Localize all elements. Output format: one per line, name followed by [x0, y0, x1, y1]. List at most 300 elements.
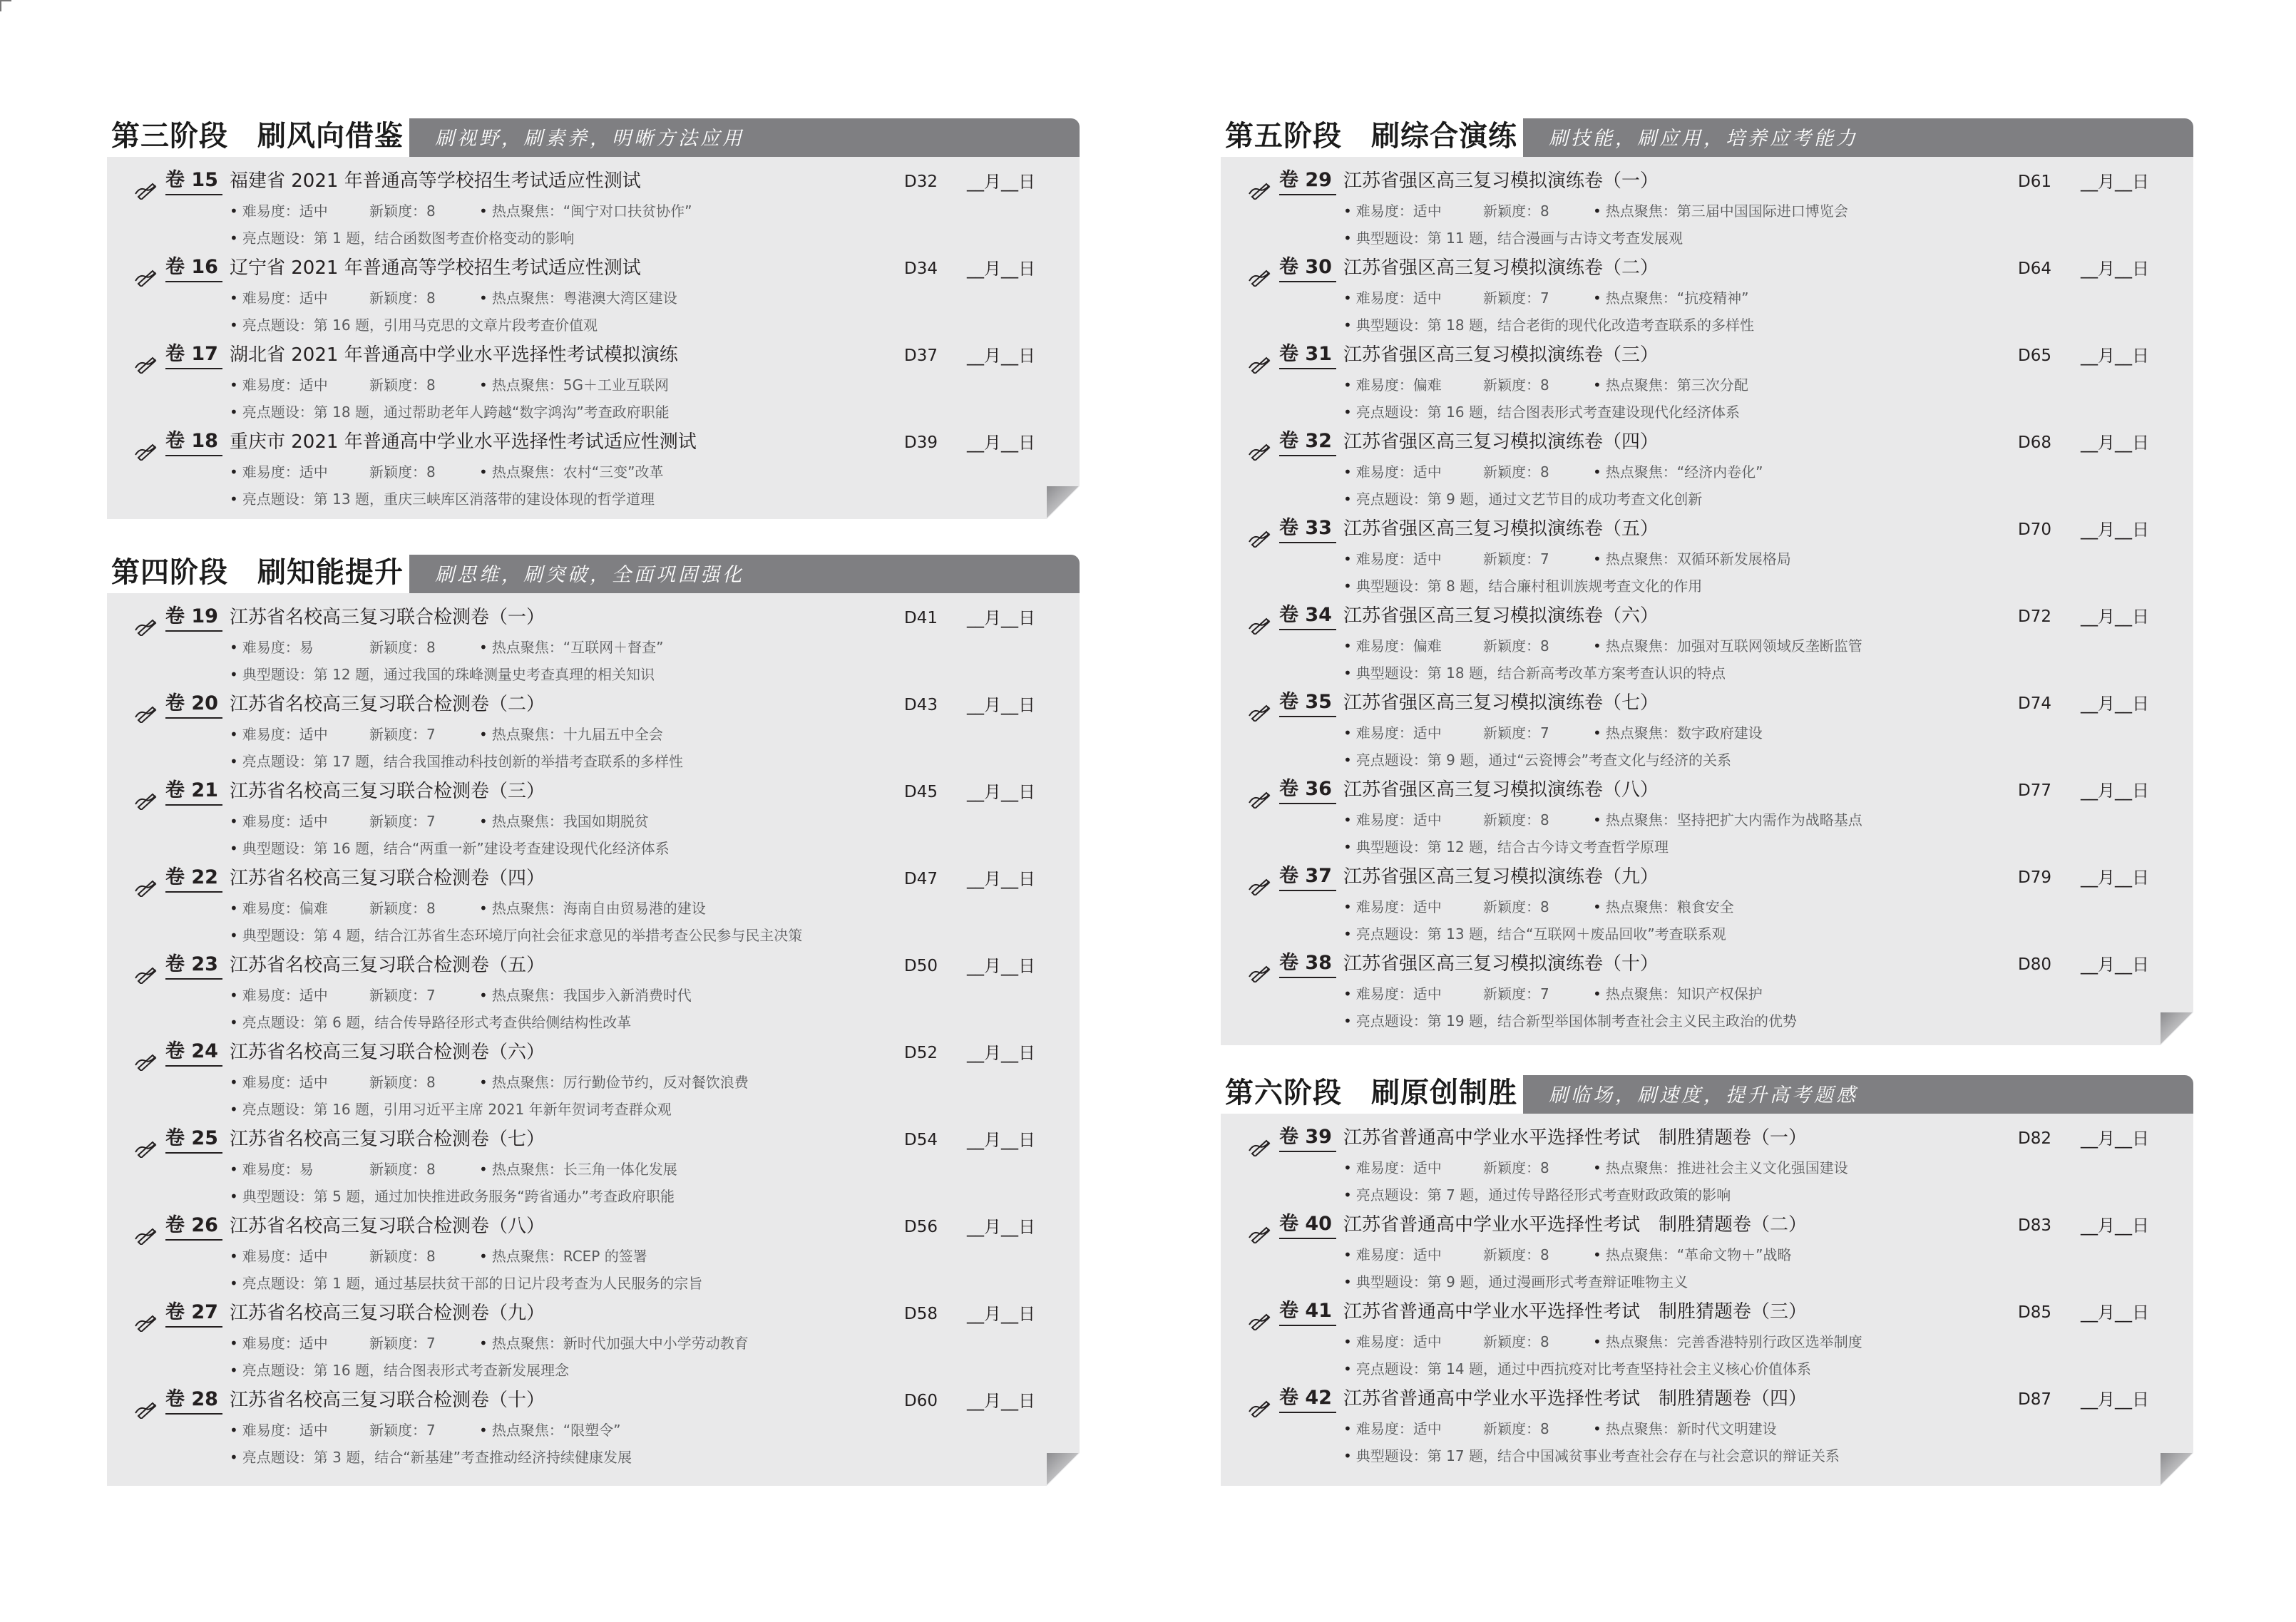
volume-number: 卷 21	[165, 779, 218, 801]
highlight-question: • 亮点题设：第 19 题，结合新型举国体制考查社会主义民主政治的优势	[1343, 1011, 1797, 1031]
date-blank: __月__日	[967, 695, 1035, 715]
difficulty: • 难易度：适中	[1343, 1158, 1442, 1178]
date-blank: __月__日	[2081, 1129, 2149, 1149]
volume-underline	[1279, 1412, 1336, 1413]
volume-underline	[165, 368, 222, 369]
volume-underline	[165, 1413, 222, 1415]
page-number: D60	[904, 1392, 938, 1410]
exam-title: 江苏省强区高三复习模拟演练卷（一）	[1343, 170, 1659, 192]
pen-icon	[1248, 178, 1272, 200]
pen-icon	[1248, 526, 1272, 548]
hot-topic: • 热点聚焦：“闽宁对口扶贫协作”	[479, 201, 692, 221]
exam-title: 江苏省普通高中学业水平选择性考试 制胜猜题卷（三）	[1343, 1301, 1808, 1323]
volume-underline	[165, 1239, 222, 1241]
novelty: 新颖度：8	[1483, 637, 1549, 655]
stage-4-section	[107, 555, 1080, 1486]
volume-underline	[1279, 1151, 1336, 1152]
date-blank: __月__日	[967, 1130, 1035, 1150]
exam-title: 江苏省强区高三复习模拟演练卷（七）	[1343, 692, 1659, 714]
difficulty: • 难易度：适中	[230, 1246, 328, 1266]
highlight-question: • 典型题设：第 8 题，结合廉村租训族规考查文化的作用	[1343, 576, 1702, 596]
exam-title: 江苏省名校高三复习联合检测卷（二）	[230, 694, 545, 715]
novelty: 新颖度：8	[1483, 463, 1549, 481]
pen-icon	[134, 265, 158, 287]
difficulty: • 难易度：适中	[1343, 1245, 1442, 1265]
novelty: 新颖度：8	[1483, 376, 1549, 394]
date-blank: __月__日	[2081, 172, 2149, 192]
highlight-question: • 亮点题设：第 16 题，引用习近平主席 2021 年新年贺词考查群众观	[230, 1099, 672, 1119]
date-blank: __月__日	[967, 782, 1035, 802]
exam-entry	[107, 866, 1080, 953]
novelty: 新颖度：7	[369, 1422, 436, 1439]
novelty: 新颖度：7	[1483, 724, 1549, 741]
crop-mark	[0, 0, 11, 11]
page-number: D45	[904, 783, 938, 801]
volume-number: 卷 20	[165, 692, 218, 714]
exam-title: 江苏省名校高三复习联合检测卷（六）	[230, 1042, 545, 1063]
page-number: D52	[904, 1044, 938, 1062]
hot-topic: • 热点聚焦：新时代加强大中小学劳动教育	[479, 1333, 749, 1353]
difficulty: • 难易度：适中	[230, 375, 328, 395]
volume-underline	[165, 1152, 222, 1154]
hot-topic: • 热点聚焦：第三届中国国际进口博览会	[1593, 201, 1848, 221]
exam-entry	[107, 168, 1080, 255]
novelty: 新颖度：8	[369, 1248, 436, 1265]
exam-title: 江苏省普通高中学业水平选择性考试 制胜猜题卷（四）	[1343, 1388, 1808, 1410]
section-header	[1221, 118, 2193, 157]
page-number: D87	[2018, 1390, 2051, 1409]
novelty: 新颖度：7	[1483, 289, 1549, 307]
page-curl-shadow	[1047, 1453, 1080, 1486]
exam-entry	[1221, 864, 2193, 951]
date-blank: __月__日	[2081, 433, 2149, 453]
page-number: D39	[904, 433, 938, 452]
difficulty: • 难易度：适中	[1343, 897, 1442, 917]
highlight-question: • 亮点题设：第 16 题，引用马克思的文章片段考查价值观	[230, 315, 598, 335]
difficulty: • 难易度：适中	[1343, 462, 1442, 482]
stage-3-section	[107, 118, 1080, 519]
exam-entry	[1221, 168, 2193, 255]
difficulty: • 难易度：适中	[230, 1333, 328, 1353]
volume-underline	[165, 455, 222, 456]
hot-topic: • 热点聚焦：第三次分配	[1593, 375, 1748, 395]
exam-entry	[1221, 951, 2193, 1038]
hot-topic: • 热点聚焦：“革命文物＋”战略	[1593, 1245, 1792, 1265]
exam-title: 江苏省强区高三复习模拟演练卷（十）	[1343, 953, 1659, 975]
page-number: D54	[904, 1131, 938, 1149]
hot-topic: • 热点聚焦：“经济内卷化”	[1593, 462, 1763, 482]
date-blank: __月__日	[2081, 955, 2149, 975]
section-body	[107, 157, 1080, 519]
page-number: D47	[904, 870, 938, 888]
novelty: 新颖度：8	[369, 1074, 436, 1091]
difficulty: • 难易度：适中	[230, 462, 328, 482]
page-number: D58	[904, 1305, 938, 1323]
novelty: 新颖度：8	[369, 376, 436, 394]
exam-entry	[107, 1040, 1080, 1126]
difficulty: • 难易度：偏难	[230, 898, 328, 918]
volume-underline	[165, 1326, 222, 1328]
section-title: 第五阶段 刷综合演练	[1221, 116, 1523, 157]
exam-entry	[1221, 690, 2193, 777]
date-blank: __月__日	[967, 956, 1035, 976]
exam-title: 重庆市 2021 年普通高中学业水平选择性考试适应性测试	[230, 431, 697, 453]
volume-underline	[165, 717, 222, 719]
page-number: D82	[2018, 1129, 2051, 1148]
novelty: 新颖度：8	[369, 1161, 436, 1178]
hot-topic: • 热点聚焦：农村“三变”改革	[479, 462, 664, 482]
section-title: 第三阶段 刷风向借鉴	[107, 116, 409, 157]
date-blank: __月__日	[967, 1217, 1035, 1237]
date-blank: __月__日	[967, 259, 1035, 279]
volume-number: 卷 23	[165, 953, 218, 975]
volume-number: 卷 22	[165, 866, 218, 888]
volume-number: 卷 36	[1279, 778, 1332, 800]
pen-icon	[134, 1223, 158, 1245]
difficulty: • 难易度：适中	[230, 1420, 328, 1440]
highlight-question: • 亮点题设：第 13 题，结合“互联网＋废品回收”考查联系观	[1343, 924, 1726, 944]
volume-number: 卷 19	[165, 605, 218, 627]
page-number: D85	[2018, 1303, 2051, 1322]
exam-title: 江苏省名校高三复习联合检测卷（四）	[230, 868, 545, 889]
volume-number: 卷 27	[165, 1301, 218, 1323]
exam-entry	[1221, 1299, 2193, 1386]
hot-topic: • 热点聚焦：我国如期脱贫	[479, 811, 649, 831]
novelty: 新颖度：7	[369, 726, 436, 743]
volume-underline	[1279, 281, 1336, 282]
page-number: D32	[904, 173, 938, 191]
date-blank: __月__日	[2081, 520, 2149, 540]
exam-title: 江苏省强区高三复习模拟演练卷（六）	[1343, 605, 1659, 627]
novelty: 新颖度：8	[1483, 1159, 1549, 1176]
exam-title: 江苏省名校高三复习联合检测卷（三）	[230, 781, 545, 802]
pen-icon	[134, 178, 158, 200]
hot-topic: • 热点聚焦：知识产权保护	[1593, 984, 1763, 1004]
exam-entry	[1221, 603, 2193, 690]
pen-icon	[1248, 265, 1272, 287]
volume-underline	[1279, 977, 1336, 978]
hot-topic: • 热点聚焦：坚持把扩大内需作为战略基点	[1593, 810, 1862, 830]
exam-entry	[1221, 1386, 2193, 1473]
pen-icon	[1248, 1309, 1272, 1330]
highlight-question: • 亮点题设：第 9 题，通过“云瓷博会”考查文化与经济的关系	[1343, 750, 1731, 770]
pen-icon	[134, 789, 158, 810]
exam-title: 江苏省强区高三复习模拟演练卷（五）	[1343, 518, 1659, 540]
page-number: D56	[904, 1218, 938, 1236]
page-number: D77	[2018, 781, 2051, 800]
novelty: 新颖度：8	[369, 202, 436, 220]
hot-topic: • 热点聚焦：双循环新发展格局	[1593, 549, 1791, 569]
hot-topic: • 热点聚焦：新时代文明建设	[1593, 1419, 1777, 1439]
page-number: D72	[2018, 607, 2051, 626]
difficulty: • 难易度：适中	[230, 1072, 328, 1092]
novelty: 新颖度：8	[369, 463, 436, 481]
exam-title: 江苏省名校高三复习联合检测卷（五）	[230, 955, 545, 976]
exam-title: 江苏省名校高三复习联合检测卷（八）	[230, 1216, 545, 1237]
volume-number: 卷 34	[1279, 604, 1332, 626]
difficulty: • 难易度：适中	[230, 724, 328, 744]
date-blank: __月__日	[967, 869, 1035, 889]
volume-number: 卷 41	[1279, 1300, 1332, 1322]
stage-6-section	[1221, 1075, 2193, 1486]
volume-underline	[1279, 1325, 1336, 1326]
exam-entry	[1221, 777, 2193, 864]
difficulty: • 难易度：适中	[1343, 1419, 1442, 1439]
difficulty: • 难易度：适中	[1343, 723, 1442, 743]
difficulty: • 难易度：适中	[230, 201, 328, 221]
volume-number: 卷 18	[165, 430, 218, 452]
page-number: D65	[2018, 347, 2051, 365]
volume-number: 卷 38	[1279, 952, 1332, 974]
page-number: D41	[904, 609, 938, 627]
pen-icon	[134, 1049, 158, 1071]
exam-entry	[107, 1213, 1080, 1300]
pen-icon	[134, 876, 158, 897]
highlight-question: • 典型题设：第 5 题，通过加快推进政务服务“跨省通办”考查政府职能	[230, 1186, 675, 1206]
page-number: D70	[2018, 520, 2051, 539]
volume-number: 卷 33	[1279, 517, 1332, 539]
highlight-question: • 典型题设：第 12 题，通过我国的珠峰测量史考查真理的相关知识	[230, 664, 655, 684]
highlight-question: • 亮点题设：第 1 题，通过基层扶贫干部的日记片段考查为人民服务的宗旨	[230, 1273, 702, 1293]
volume-underline	[165, 978, 222, 980]
volume-underline	[165, 281, 222, 282]
pen-icon	[134, 1310, 158, 1332]
exam-entry	[107, 953, 1080, 1040]
pen-icon	[1248, 1222, 1272, 1243]
pen-icon	[1248, 439, 1272, 461]
exam-entry	[1221, 429, 2193, 516]
exam-entry	[1221, 255, 2193, 342]
volume-number: 卷 32	[1279, 430, 1332, 452]
date-blank: __月__日	[967, 1043, 1035, 1063]
section-subtitle: 刷视野，刷素养，明晰方法应用	[435, 128, 744, 150]
page-number: D68	[2018, 433, 2051, 452]
exam-title: 江苏省名校高三复习联合检测卷（十）	[230, 1390, 545, 1411]
difficulty: • 难易度：偏难	[1343, 375, 1442, 395]
page-curl-shadow	[1047, 486, 1080, 519]
exam-title: 江苏省强区高三复习模拟演练卷（八）	[1343, 779, 1659, 801]
date-blank: __月__日	[2081, 781, 2149, 801]
exam-title: 江苏省强区高三复习模拟演练卷（三）	[1343, 344, 1659, 366]
volume-number: 卷 16	[165, 256, 218, 278]
volume-number: 卷 35	[1279, 691, 1332, 713]
page-number: D64	[2018, 260, 2051, 278]
novelty: 新颖度：8	[1483, 898, 1549, 915]
section-header	[107, 118, 1080, 157]
difficulty: • 难易度：易	[230, 637, 314, 657]
difficulty: • 难易度：适中	[1343, 549, 1442, 569]
volume-number: 卷 25	[165, 1127, 218, 1149]
volume-underline	[1279, 629, 1336, 630]
hot-topic: • 热点聚焦：“抗疫精神”	[1593, 288, 1749, 308]
novelty: 新颖度：8	[369, 900, 436, 917]
section-title: 第六阶段 刷原创制胜	[1221, 1072, 1523, 1114]
pen-icon	[1248, 961, 1272, 982]
pen-icon	[134, 702, 158, 723]
date-blank: __月__日	[2081, 868, 2149, 888]
pen-icon	[1248, 352, 1272, 374]
date-blank: __月__日	[2081, 259, 2149, 279]
volume-underline	[1279, 368, 1336, 369]
pen-icon	[1248, 874, 1272, 895]
difficulty: • 难易度：适中	[230, 811, 328, 831]
difficulty: • 难易度：适中	[1343, 1332, 1442, 1352]
date-blank: __月__日	[967, 346, 1035, 366]
exam-entry	[1221, 342, 2193, 429]
date-blank: __月__日	[967, 608, 1035, 628]
pen-icon	[134, 615, 158, 636]
exam-title: 湖北省 2021 年普通高中学业水平选择性考试模拟演练	[230, 344, 678, 366]
volume-number: 卷 17	[165, 343, 218, 365]
page-number: D61	[2018, 173, 2051, 191]
exam-entry	[1221, 516, 2193, 603]
hot-topic: • 热点聚焦：加强对互联网领域反垄断监管	[1593, 636, 1862, 656]
volume-underline	[165, 630, 222, 632]
volume-underline	[1279, 716, 1336, 717]
exam-title: 江苏省普通高中学业水平选择性考试 制胜猜题卷（二）	[1343, 1214, 1808, 1236]
novelty: 新颖度：7	[369, 987, 436, 1004]
page-number: D37	[904, 347, 938, 365]
pen-icon	[134, 963, 158, 984]
hot-topic: • 热点聚焦：“互联网＋督查”	[479, 637, 664, 657]
highlight-question: • 亮点题设：第 13 题，重庆三峡库区消落带的建设体现的哲学道理	[230, 489, 655, 509]
highlight-question: • 典型题设：第 9 题，通过漫画形式考查辩证唯物主义	[1343, 1272, 1688, 1292]
highlight-question: • 亮点题设：第 17 题，结合我国推动科技创新的举措考查联系的多样性	[230, 751, 683, 771]
page-number: D80	[2018, 955, 2051, 974]
pen-icon	[134, 439, 158, 461]
novelty: 新颖度：7	[369, 1335, 436, 1352]
pen-icon	[1248, 787, 1272, 809]
date-blank: __月__日	[967, 1304, 1035, 1324]
novelty: 新颖度：8	[1483, 1246, 1549, 1263]
difficulty: • 难易度：适中	[1343, 201, 1442, 221]
pen-icon	[1248, 1135, 1272, 1156]
exam-title: 江苏省普通高中学业水平选择性考试 制胜猜题卷（一）	[1343, 1127, 1808, 1149]
exam-entry	[107, 779, 1080, 866]
highlight-question: • 典型题设：第 12 题，结合古今诗文考查哲学原理	[1343, 837, 1669, 857]
volume-number: 卷 37	[1279, 865, 1332, 887]
volume-underline	[1279, 1238, 1336, 1239]
exam-title: 江苏省名校高三复习联合检测卷（九）	[230, 1303, 545, 1324]
volume-underline	[1279, 194, 1336, 195]
date-blank: __月__日	[2081, 607, 2149, 627]
hot-topic: • 热点聚焦：我国步入新消费时代	[479, 985, 692, 1005]
page-curl-shadow	[2161, 1012, 2193, 1045]
hot-topic: • 热点聚焦：“限塑令”	[479, 1420, 621, 1440]
page-number: D50	[904, 957, 938, 975]
exam-title: 江苏省名校高三复习联合检测卷（七）	[230, 1129, 545, 1150]
page-number: D43	[904, 696, 938, 714]
volume-underline	[165, 891, 222, 893]
volume-number: 卷 29	[1279, 169, 1332, 191]
volume-underline	[1279, 542, 1336, 543]
section-header	[1221, 1075, 2193, 1114]
volume-underline	[165, 1065, 222, 1067]
pen-icon	[1248, 613, 1272, 635]
hot-topic: • 热点聚焦：十九届五中全会	[479, 724, 663, 744]
novelty: 新颖度：8	[1483, 1333, 1549, 1350]
volume-number: 卷 28	[165, 1388, 218, 1410]
volume-number: 卷 39	[1279, 1126, 1332, 1148]
hot-topic: • 热点聚焦：长三角一体化发展	[479, 1159, 677, 1179]
volume-number: 卷 42	[1279, 1387, 1332, 1409]
highlight-question: • 典型题设：第 18 题，结合老街的现代化改造考查联系的多样性	[1343, 315, 1754, 335]
difficulty: • 难易度：适中	[230, 985, 328, 1005]
highlight-question: • 典型题设：第 4 题，结合江苏省生态环境厅向社会征求意见的举措考查公民参与民主决策	[230, 925, 802, 945]
section-header	[107, 555, 1080, 593]
novelty: 新颖度：7	[369, 813, 436, 830]
highlight-question: • 亮点题设：第 6 题，结合传导路径形式考查供给侧结构性改革	[230, 1012, 631, 1032]
section-body	[1221, 157, 2193, 1045]
exam-entry	[107, 605, 1080, 692]
volume-number: 卷 31	[1279, 343, 1332, 365]
hot-topic: • 热点聚焦：完善香港特别行政区选举制度	[1593, 1332, 1862, 1352]
section-body	[107, 593, 1080, 1486]
hot-topic: • 热点聚焦：粤港澳大湾区建设	[479, 288, 677, 308]
difficulty: • 难易度：适中	[1343, 288, 1442, 308]
highlight-question: • 亮点题设：第 7 题，通过传导路径形式考查财政政策的影响	[1343, 1185, 1731, 1205]
novelty: 新颖度：8	[1483, 1420, 1549, 1437]
hot-topic: • 热点聚焦：粮食安全	[1593, 897, 1734, 917]
novelty: 新颖度：8	[1483, 811, 1549, 828]
date-blank: __月__日	[967, 172, 1035, 192]
exam-title: 江苏省强区高三复习模拟演练卷（二）	[1343, 257, 1659, 279]
pen-icon	[134, 1136, 158, 1158]
highlight-question: • 亮点题设：第 16 题，结合图表形式考查新发展理念	[230, 1360, 569, 1380]
date-blank: __月__日	[2081, 1390, 2149, 1410]
difficulty: • 难易度：偏难	[1343, 636, 1442, 656]
pen-icon	[134, 1397, 158, 1419]
section-subtitle: 刷技能，刷应用，培养应考能力	[1549, 128, 1858, 150]
volume-underline	[165, 804, 222, 806]
exam-entry	[107, 692, 1080, 779]
difficulty: • 难易度：易	[230, 1159, 314, 1179]
novelty: 新颖度：7	[1483, 550, 1549, 568]
date-blank: __月__日	[2081, 1216, 2149, 1236]
pen-icon	[1248, 1396, 1272, 1417]
highlight-question: • 亮点题设：第 18 题，通过帮助老年人跨越“数字鸿沟”考查政府职能	[230, 402, 670, 422]
novelty: 新颖度：7	[1483, 985, 1549, 1002]
difficulty: • 难易度：适中	[1343, 810, 1442, 830]
section-subtitle: 刷思维，刷突破，全面巩固强化	[435, 564, 744, 586]
date-blank: __月__日	[2081, 346, 2149, 366]
highlight-question: • 典型题设：第 17 题，结合中国减贫事业考查社会存在与社会意识的辩证关系	[1343, 1446, 1840, 1466]
page-number: D79	[2018, 868, 2051, 887]
volume-underline	[165, 194, 222, 195]
difficulty: • 难易度：适中	[230, 288, 328, 308]
highlight-question: • 亮点题设：第 9 题，通过文艺节目的成功考查文化创新	[1343, 489, 1702, 509]
section-subtitle: 刷临场，刷速度，提升高考题感	[1549, 1084, 1858, 1107]
exam-title: 江苏省强区高三复习模拟演练卷（四）	[1343, 431, 1659, 453]
exam-title: 辽宁省 2021 年普通高等学校招生考试适应性测试	[230, 257, 641, 279]
page-number: D34	[904, 260, 938, 278]
volume-number: 卷 26	[165, 1214, 218, 1236]
volume-number: 卷 24	[165, 1040, 218, 1062]
exam-title: 江苏省强区高三复习模拟演练卷（九）	[1343, 866, 1659, 888]
exam-entry	[107, 255, 1080, 342]
date-blank: __月__日	[2081, 1303, 2149, 1323]
exam-title: 江苏省名校高三复习联合检测卷（一）	[230, 607, 545, 628]
section-title: 第四阶段 刷知能提升	[107, 552, 409, 593]
volume-underline	[1279, 890, 1336, 891]
highlight-question: • 典型题设：第 18 题，结合新高考改革方案考查认识的特点	[1343, 663, 1726, 683]
exam-entry	[107, 429, 1080, 516]
hot-topic: • 热点聚焦：海南自由贸易港的建设	[479, 898, 706, 918]
exam-entry	[107, 1387, 1080, 1474]
novelty: 新颖度：8	[1483, 202, 1549, 220]
exam-entry	[1221, 1125, 2193, 1212]
volume-underline	[1279, 455, 1336, 456]
